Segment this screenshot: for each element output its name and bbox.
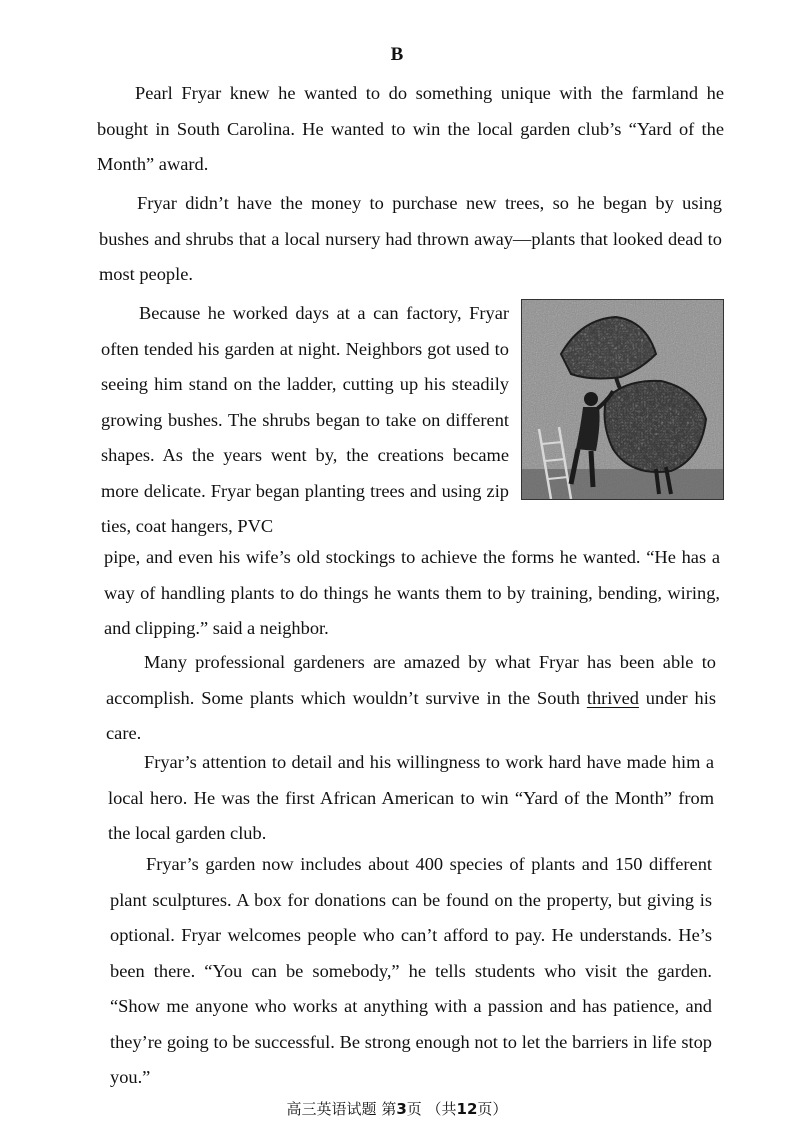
- paragraph-1: Pearl Fryar knew he wanted to do something unique with the farmland he bought in South Carolina. He wanted to win the local garden club’s “Yard of the Month” award.: [97, 83, 724, 174]
- topiary-photo: [521, 299, 724, 500]
- paragraph-4-text-after: under his care.: [106, 687, 717, 743]
- footer-mid: 页 （共: [406, 1100, 457, 1118]
- underlined-word-thrived: thrived: [586, 687, 639, 708]
- section-heading: B: [390, 44, 404, 65]
- paragraph-4: [106, 645, 716, 752]
- paragraph-3-part-1: Because he worked days at a can factory, Fryar often tended his garden at night. Neighbors got used to seeing him stand on the ladder, cutting up his steadily growing bushes. The shrubs began to take on different shapes. As the years went by, the creations became more delicate. Fryar began planting trees and using zip ties, coat hangers, PVC: [101, 303, 509, 536]
- footer-suffix: 页）: [477, 1100, 508, 1118]
- topiary-photo-graphic: [521, 299, 724, 500]
- page-footer: [0, 1098, 794, 1119]
- paragraph-5: Fryar’s attention to detail and his willingness to work hard have made him a local hero. He was the first African American to win “Yard of the Month” from the local garden club.: [108, 752, 714, 843]
- footer-page-number: 3: [396, 1100, 407, 1118]
- footer-total-pages: 12: [456, 1100, 478, 1118]
- paragraph-2: Fryar didn’t have the money to purchase new trees, so he began by using bushes and shrubs that a local nursery had thrown away—plants that looked dead to most people.: [99, 193, 722, 284]
- paragraph-3-part-2: pipe, and even his wife’s old stockings to achieve the forms he wanted. “He has a way of handling plants to do things he wants them to by training, bending, wiring, and clipping.” said a neighbor.: [104, 547, 720, 638]
- paragraph-4-text-before: Many professional gardeners are amazed by what Fryar has been able to accomplish. Some plants which wouldn’t survive in the South: [106, 652, 716, 708]
- footer-prefix: 高三英语试题 第: [286, 1100, 397, 1118]
- paragraph-6: Fryar’s garden now includes about 400 species of plants and 150 different plant sculptures. A box for donations can be found on the property, but giving is optional. Fryar welcomes people who can’t afford to pay. He understands. He’s been there. “You can be somebody,” he tells students who visit the garden. “Show me anyone who works at anything with a passion and has patience, and they’re going to be successful. Be strong enough not to let the barriers in life stop you.”: [110, 854, 712, 1087]
